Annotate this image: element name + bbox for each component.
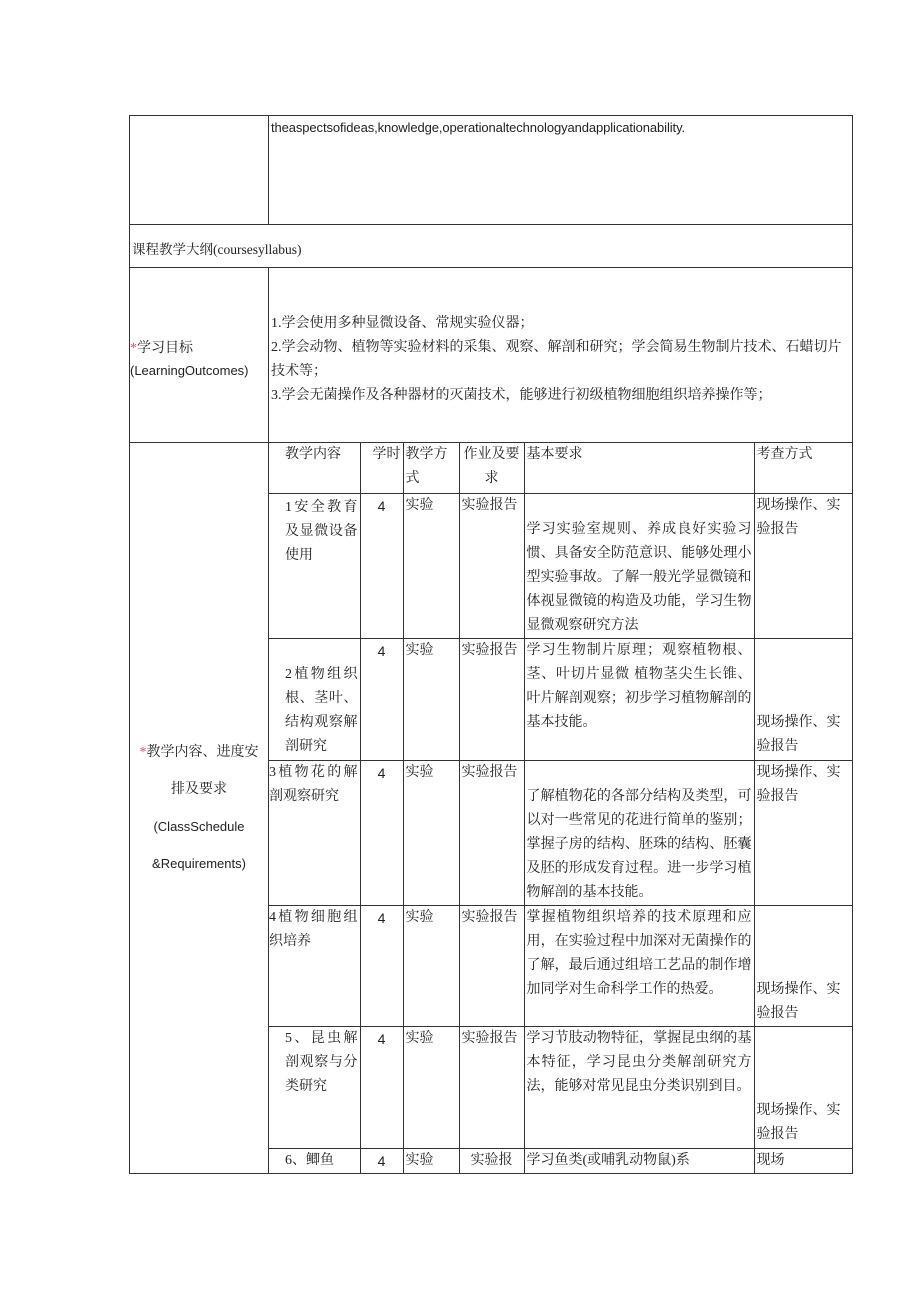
row-hours: 4 (360, 639, 403, 761)
outcomes-label-en: (LearningOutcomes) (130, 363, 249, 378)
syllabus-row (130, 225, 853, 268)
row-content: 4植物细胞组织培养 (269, 906, 360, 1027)
row-requirements: 学习生物制片原理；观察植物根、茎、叶切片显微 植物茎尖生长锥、叶片解剖观察；初步学习植物解剖的基本技能。 (524, 639, 754, 761)
outcome-item: 2.学会动物、植物等实验材料的采集、观察、解剖和研究；学会简易生物制片技术、石蜡切片技术等； (271, 340, 842, 379)
header-method: 教学方式 (403, 443, 459, 494)
row-assessment: 现场操作、实验报告 (754, 494, 853, 639)
table-row (269, 1149, 853, 1174)
ideas-row (130, 116, 853, 225)
row-content: 2植物组织根、茎叶、结构观察解剖研究 (269, 639, 360, 761)
schedule-label-en-1: (ClassSchedule (153, 819, 245, 834)
row-assessment: 现场操作、实验报告 (754, 906, 853, 1027)
row-assessment: 现场操作、实验报告 (754, 1027, 853, 1149)
row-hours: 4 (360, 494, 403, 639)
required-star: * (130, 341, 137, 356)
outcomes-label-cell (130, 268, 269, 443)
row-content: 5、昆虫解剖观察与分类研究 (269, 1027, 360, 1149)
schedule-content-cell (269, 443, 853, 1174)
row-assessment: 现场操作、实验报告 (754, 639, 853, 761)
ideas-right-cell (269, 116, 853, 225)
row-content: 1安全教育及显微设备使用 (269, 494, 360, 639)
ideas-left-cell (130, 116, 269, 225)
syllabus-label: 课程教学大纲(coursesyllabus) (132, 242, 302, 257)
row-homework: 实验报告 (459, 906, 524, 1027)
required-star: * (139, 745, 147, 760)
outcomes-content-cell (269, 268, 853, 443)
header-hours: 学时 (360, 443, 403, 494)
row-hours: 4 (360, 761, 403, 906)
row-method: 实验 (403, 494, 459, 639)
schedule-label-cn-2: 排及要求 (171, 782, 227, 797)
row-assessment: 现场操作、实验报告 (754, 761, 853, 906)
header-assessment: 考查方式 (754, 443, 853, 494)
header-requirements: 基本要求 (524, 443, 754, 494)
row-requirements: 学习实验室规则、养成良好实验习惯、具备安全防范意识、能够处理小型实验事故。了解一般光学显微镜和体视显微镜的构造及功能，学习生物显微观察研究方法 (524, 494, 754, 639)
schedule-row (130, 443, 853, 1174)
table-row (269, 761, 853, 906)
row-requirements: 学习节肢动物特征，掌握昆虫纲的基本特征，学习昆虫分类解剖研究方法，能够对常见昆虫分类识别到目。 (524, 1027, 754, 1149)
row-method: 实验 (403, 761, 459, 906)
ideas-text: theaspectsofideas,knowledge,operationaltechnologyandapplicationability. (271, 120, 686, 135)
row-homework: 实验报告 (459, 761, 524, 906)
row-assessment: 现场 (754, 1149, 853, 1174)
schedule-label (130, 734, 268, 882)
schedule-table (269, 443, 853, 1173)
row-content: 3植物花的解剖观察研究 (269, 761, 360, 906)
row-method: 实验 (403, 1027, 459, 1149)
row-method: 实验 (403, 906, 459, 1027)
outcomes-list (269, 268, 852, 408)
table-row (269, 906, 853, 1027)
row-requirements: 学习鱼类(或哺乳动物鼠)系 (524, 1149, 754, 1174)
schedule-header-row (269, 443, 853, 494)
table-row (269, 1027, 853, 1149)
outcomes-row (130, 268, 853, 443)
row-hours: 4 (360, 906, 403, 1027)
row-homework: 实验报告 (459, 1027, 524, 1149)
header-content: 教学内容 (269, 443, 360, 494)
outcomes-label (130, 268, 268, 382)
row-homework: 实验报 (459, 1149, 524, 1174)
table-row (269, 639, 853, 761)
outcome-item: 3.学会无菌操作及各种器材的灭菌技术，能够进行初级植物细胞组织培养操作等； (271, 388, 772, 403)
schedule-label-en-2: &Requirements) (152, 856, 246, 871)
row-homework: 实验报告 (459, 639, 524, 761)
row-homework: 实验报告 (459, 494, 524, 639)
outcome-item: 1.学会使用多种显微设备、常规实验仪器； (271, 316, 534, 331)
syllabus-cell (130, 225, 853, 268)
schedule-label-cn-1: 教学内容、进度安 (146, 745, 259, 760)
row-hours: 4 (360, 1027, 403, 1149)
syllabus-table (129, 115, 853, 1174)
row-content: 6、鲫鱼 (269, 1149, 360, 1174)
schedule-label-cell (130, 443, 269, 1174)
row-method: 实验 (403, 639, 459, 761)
table-row (269, 494, 853, 639)
row-hours: 4 (360, 1149, 403, 1174)
row-requirements: 掌握植物组织培养的技术原理和应用，在实验过程中加深对无菌操作的了解，最后通过组培工艺品的制作增加同学对生命科学工作的热爱。 (524, 906, 754, 1027)
row-method: 实验 (403, 1149, 459, 1174)
header-homework: 作业及要求 (459, 443, 524, 494)
row-requirements: 了解植物花的各部分结构及类型，可以对一些常见的花进行简单的鉴别；掌握子房的结构、胚珠的结构、胚囊及胚的形成发育过程。进一步学习植物解剖的基本技能。 (524, 761, 754, 906)
outcomes-label-cn: 学习目标 (137, 341, 193, 356)
